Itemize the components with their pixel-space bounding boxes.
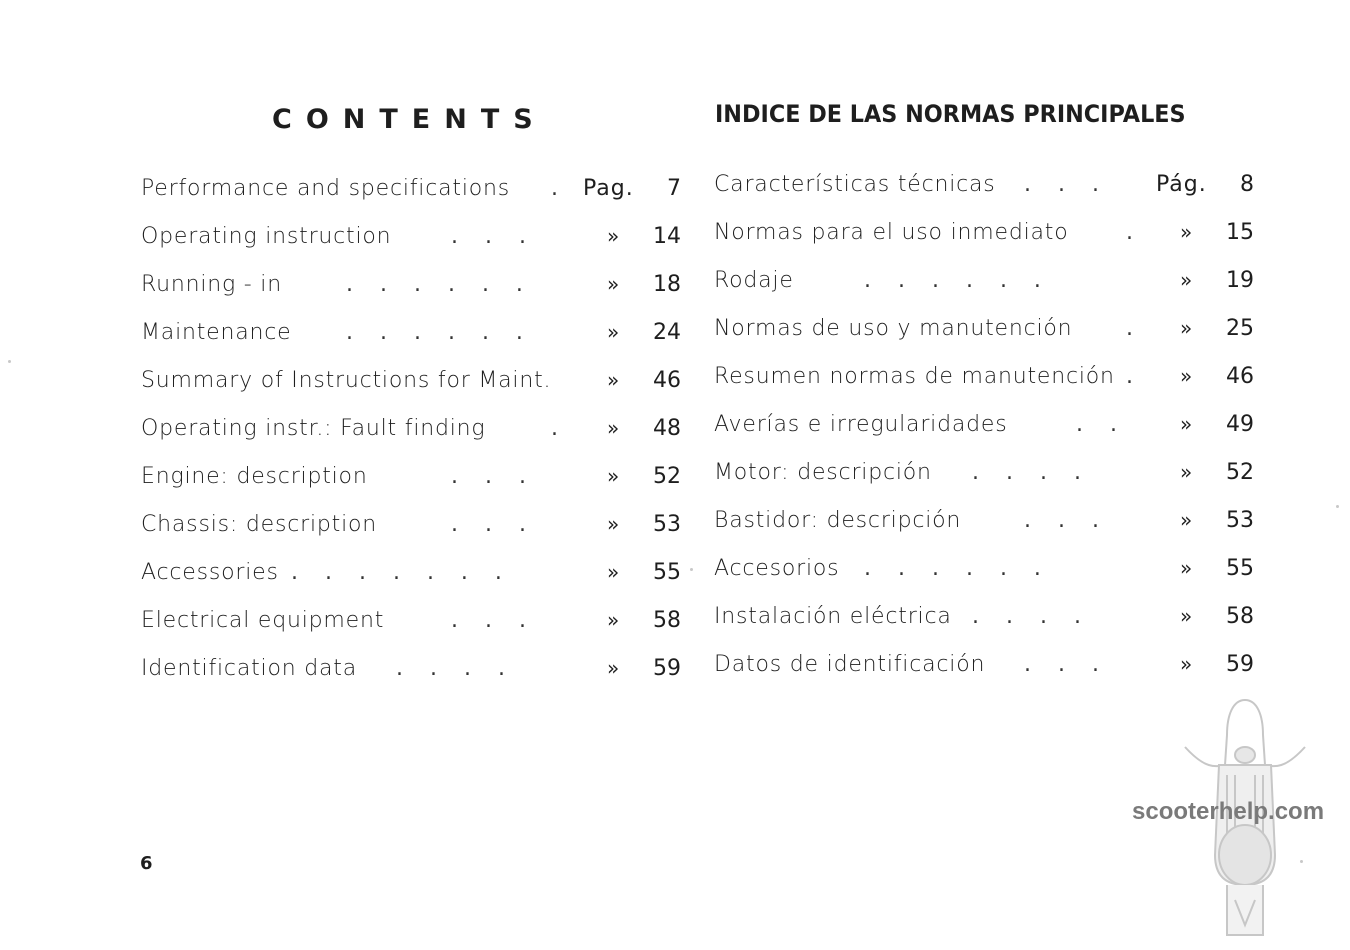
toc-entry-title: Identification data [141,656,357,681]
toc-entry-prefix: » [607,464,620,488]
paper-speck [690,568,693,571]
leader-dots: . [1126,364,1143,389]
toc-entry-page: 53 [653,512,681,537]
page-number: 6 [140,853,153,874]
toc-entry [141,368,681,416]
contents-heading: CONTENTS [272,104,547,136]
toc-entry [141,416,681,464]
toc-entry [714,508,1254,556]
spanish-toc-list [714,172,1254,700]
toc-entry-prefix: Pag. [583,176,634,201]
toc-entry-title: Bastidor: descripción [714,508,962,533]
leader-dots: . [1126,220,1143,245]
toc-entry-prefix: » [607,512,620,536]
leader-dots: . . . . . . [864,556,1051,581]
leader-dots: . . . . [396,656,515,681]
toc-entry [141,464,681,512]
toc-entry-prefix: » [607,656,620,680]
leader-dots: . [551,176,568,201]
indice-heading: INDICE DE LAS NORMAS PRINCIPALES [715,100,1186,129]
toc-entry-page: 25 [1226,316,1254,341]
watermark-text: scooterhelp.com [1132,798,1325,825]
toc-entry-title: Averías e irregularidades [714,412,1008,437]
toc-entry-page: 18 [653,272,681,297]
toc-entry-title: Normas de uso y manutención [714,316,1073,341]
toc-entry-page: 52 [1226,460,1254,485]
toc-entry-page: 19 [1226,268,1254,293]
toc-entry-prefix: » [607,224,620,248]
toc-entry-prefix: » [1180,412,1193,436]
toc-entry-page: 15 [1226,220,1254,245]
toc-entry-title: Chassis: description [141,512,378,537]
toc-entry-title: Instalación eléctrica [714,604,952,629]
leader-dots: . [1126,316,1143,341]
leader-dots: . . . [1024,652,1109,677]
leader-dots: . . [1076,412,1127,437]
toc-entry-prefix: » [1180,460,1193,484]
toc-entry-page: 8 [1240,172,1254,197]
toc-entry-page: 52 [653,464,681,489]
toc-entry-title: Rodaje [714,268,794,293]
toc-entry-prefix: » [1180,316,1193,340]
toc-entry-title: Normas para el uso inmediato [714,220,1069,245]
toc-entry-page: 14 [653,224,681,249]
toc-entry-page: 59 [653,656,681,681]
toc-entry-prefix: » [1180,268,1193,292]
toc-entry-prefix: » [1180,604,1193,628]
toc-entry-page: 55 [1226,556,1254,581]
toc-entry-title: Engine: description [141,464,368,489]
toc-entry-page: 48 [653,416,681,441]
leader-dots: . . . [451,224,536,249]
toc-entry [141,272,681,320]
paper-speck [1336,505,1339,508]
toc-entry-title: Operating instruction [141,224,392,249]
toc-entry-prefix: » [607,320,620,344]
toc-entry-title: Electrical equipment [141,608,385,633]
toc-entry-page: 49 [1226,412,1254,437]
toc-entry-page: 7 [667,176,681,201]
toc-entry-title: Maintenance [141,320,292,345]
leader-dots: . . . [1024,508,1109,533]
leader-dots: . . . . . . [346,272,533,297]
toc-entry [714,172,1254,220]
toc-entry [714,460,1254,508]
toc-entry-prefix: » [1180,652,1193,676]
leader-dots: . . . . . . [346,320,533,345]
toc-entry-title: Accessories [141,560,279,585]
toc-entry [714,556,1254,604]
toc-entry-prefix: » [607,608,620,632]
toc-entry-prefix: » [1180,220,1193,244]
toc-entry-page: 46 [1226,364,1254,389]
leader-dots: . . . [451,608,536,633]
leader-dots: . . . . [972,460,1091,485]
toc-entry-prefix: » [1180,556,1193,580]
toc-entry-title: Motor: descripción [714,460,932,485]
toc-entry-prefix: » [1180,508,1193,532]
toc-entry [714,652,1254,700]
toc-entry [141,608,681,656]
toc-entry-page: 46 [653,368,681,393]
toc-entry-page: 53 [1226,508,1254,533]
toc-entry-title: Running - in [141,272,282,297]
toc-entry-title: Accesorios [714,556,840,581]
leader-dots: . . . . . . [864,268,1051,293]
english-toc-list [141,176,681,704]
leader-dots: . . . [1024,172,1109,197]
toc-entry-prefix: » [607,272,620,296]
toc-entry-page: 58 [1226,604,1254,629]
toc-entry-title: Resumen normas de manutención [714,364,1115,389]
leader-dots: . . . [451,512,536,537]
toc-entry-prefix: » [1180,364,1193,388]
toc-entry-page: 58 [653,608,681,633]
toc-entry-prefix: » [607,560,620,584]
toc-entry [714,268,1254,316]
toc-entry [141,320,681,368]
toc-entry [141,176,681,224]
toc-entry-title: Características técnicas [714,172,996,197]
toc-entry [714,316,1254,364]
paper-speck [8,360,11,363]
leader-dots: . . . . . . . [291,560,512,585]
toc-entry [714,412,1254,460]
toc-entry [141,512,681,560]
toc-entry-title: Datos de identificación [714,652,986,677]
toc-entry-title: Summary of Instructions for Maint. [141,368,552,393]
leader-dots: . [551,416,568,441]
leader-dots: . . . . [972,604,1091,629]
toc-entry-prefix: » [607,368,620,392]
toc-entry-prefix: » [607,416,620,440]
toc-entry-title: Operating instr.: Fault finding [141,416,486,441]
toc-entry-title: Performance and specifications [141,176,510,201]
toc-entry-page: 24 [653,320,681,345]
toc-entry [714,220,1254,268]
toc-entry-page: 59 [1226,652,1254,677]
toc-entry-page: 55 [653,560,681,585]
toc-entry [714,604,1254,652]
leader-dots: . . . [451,464,536,489]
toc-entry [714,364,1254,412]
toc-entry [141,560,681,608]
toc-entry-prefix: Pág. [1156,172,1207,197]
toc-entry [141,656,681,704]
toc-entry [141,224,681,272]
